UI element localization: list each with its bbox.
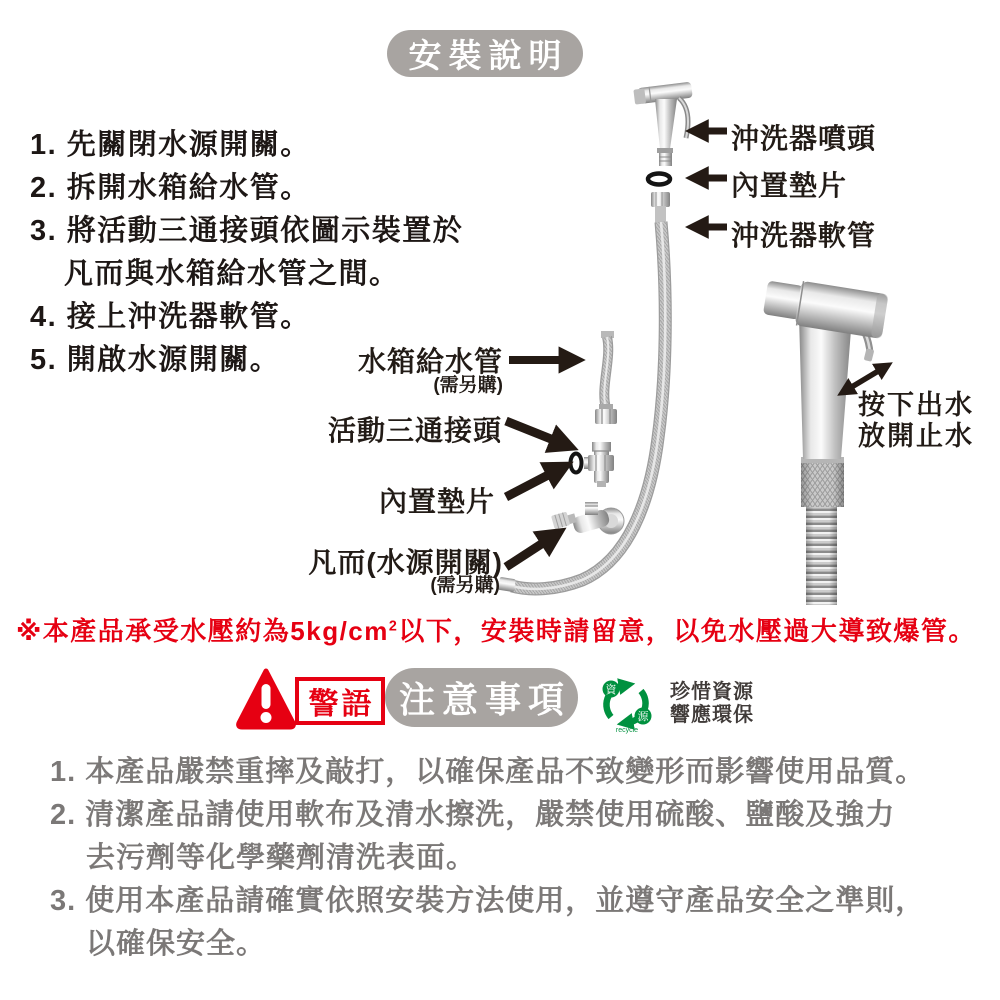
- gasket-oring-mid-image: [571, 454, 582, 473]
- label-gasket-top: 內置墊片: [731, 170, 848, 201]
- recycle-slogan-line1: 珍惜資源: [670, 681, 754, 703]
- note-1: 1. 本產品嚴禁重摔及敲打，以確保產品不致變形而影響使用品質。: [50, 756, 926, 788]
- tee-joint-image: [571, 442, 615, 487]
- note-3: 3. 使用本產品請確實依照安裝方法使用，並遵守產品安全之準則，: [50, 885, 926, 917]
- recycle-slogan-line2: 響應環保: [670, 704, 754, 726]
- step-3: 3. 將活動三通接頭依圖示裝置於: [30, 215, 464, 247]
- angle-valve-image: [551, 502, 624, 535]
- step-2: 2. 拆開水箱給水管。: [30, 172, 311, 204]
- label-supply-pipe-note: (需另購): [433, 375, 503, 396]
- label-tee-joint: 活動三通接頭: [327, 415, 502, 446]
- caution-heading: 注意事項: [385, 668, 578, 727]
- usage-hint-line2: 放開止水: [858, 421, 974, 451]
- page-title: 安裝說明: [387, 30, 583, 77]
- pressure-warning-superscript: 2: [388, 618, 399, 635]
- label-sprayer-nozzle: 沖洗器噴頭: [731, 123, 877, 154]
- note-3-continued: 以確保安全。: [86, 928, 267, 960]
- press-release-double-arrow-icon: [850, 370, 880, 388]
- recycle-slogan: [670, 681, 754, 727]
- recycle-logo-icon: [598, 676, 660, 734]
- pressure-warning-text: ※本產品承受水壓約為5kg/cm: [16, 616, 389, 646]
- recycle-char-top: 資: [605, 684, 617, 696]
- usage-hint: [858, 390, 974, 452]
- warning-word-badge: 警語: [295, 677, 385, 725]
- step-1: 1. 先關閉水源開關。: [30, 129, 311, 161]
- note-2-continued: 去污劑等化學藥劑清洗表面。: [86, 842, 477, 874]
- gasket-oring-top-image: [648, 174, 670, 185]
- recycle-char-bottom: 源: [637, 711, 649, 723]
- pressure-warning-text-2: 以下，安裝時請留意，以免水壓過大導致爆管。: [398, 616, 976, 646]
- label-sprayer-hose: 沖洗器軟管: [731, 220, 877, 251]
- usage-hint-line1: 按下出水: [858, 390, 974, 420]
- label-supply-pipe: 水箱給水管: [357, 346, 503, 377]
- step-3-continued: 凡而與水箱給水管之間。: [64, 258, 400, 290]
- label-valve-note: (需另購): [430, 575, 500, 596]
- label-valve: 凡而(水源開關): [308, 547, 503, 578]
- step-4: 4. 接上沖洗器軟管。: [30, 301, 311, 333]
- pressure-warning: [16, 611, 976, 648]
- tank-supply-pipe-image: [595, 331, 617, 424]
- warning-triangle-icon: [236, 667, 296, 731]
- label-gasket-mid: 內置墊片: [378, 486, 495, 517]
- caution-notes: [50, 751, 925, 966]
- note-2: 2. 清潔產品請使用軟布及清水擦洗，嚴禁使用硫酸、鹽酸及強力: [50, 799, 896, 831]
- arrow-to-tee-icon: [506, 421, 556, 441]
- sprayer-nozzle-small-image: [633, 82, 693, 166]
- arrow-to-valve-icon: [506, 541, 546, 567]
- step-5: 5. 開啟水源開關。: [30, 344, 281, 376]
- arrow-to-gasket-mid-icon: [506, 473, 552, 497]
- recycle-caption: recycle: [615, 727, 639, 734]
